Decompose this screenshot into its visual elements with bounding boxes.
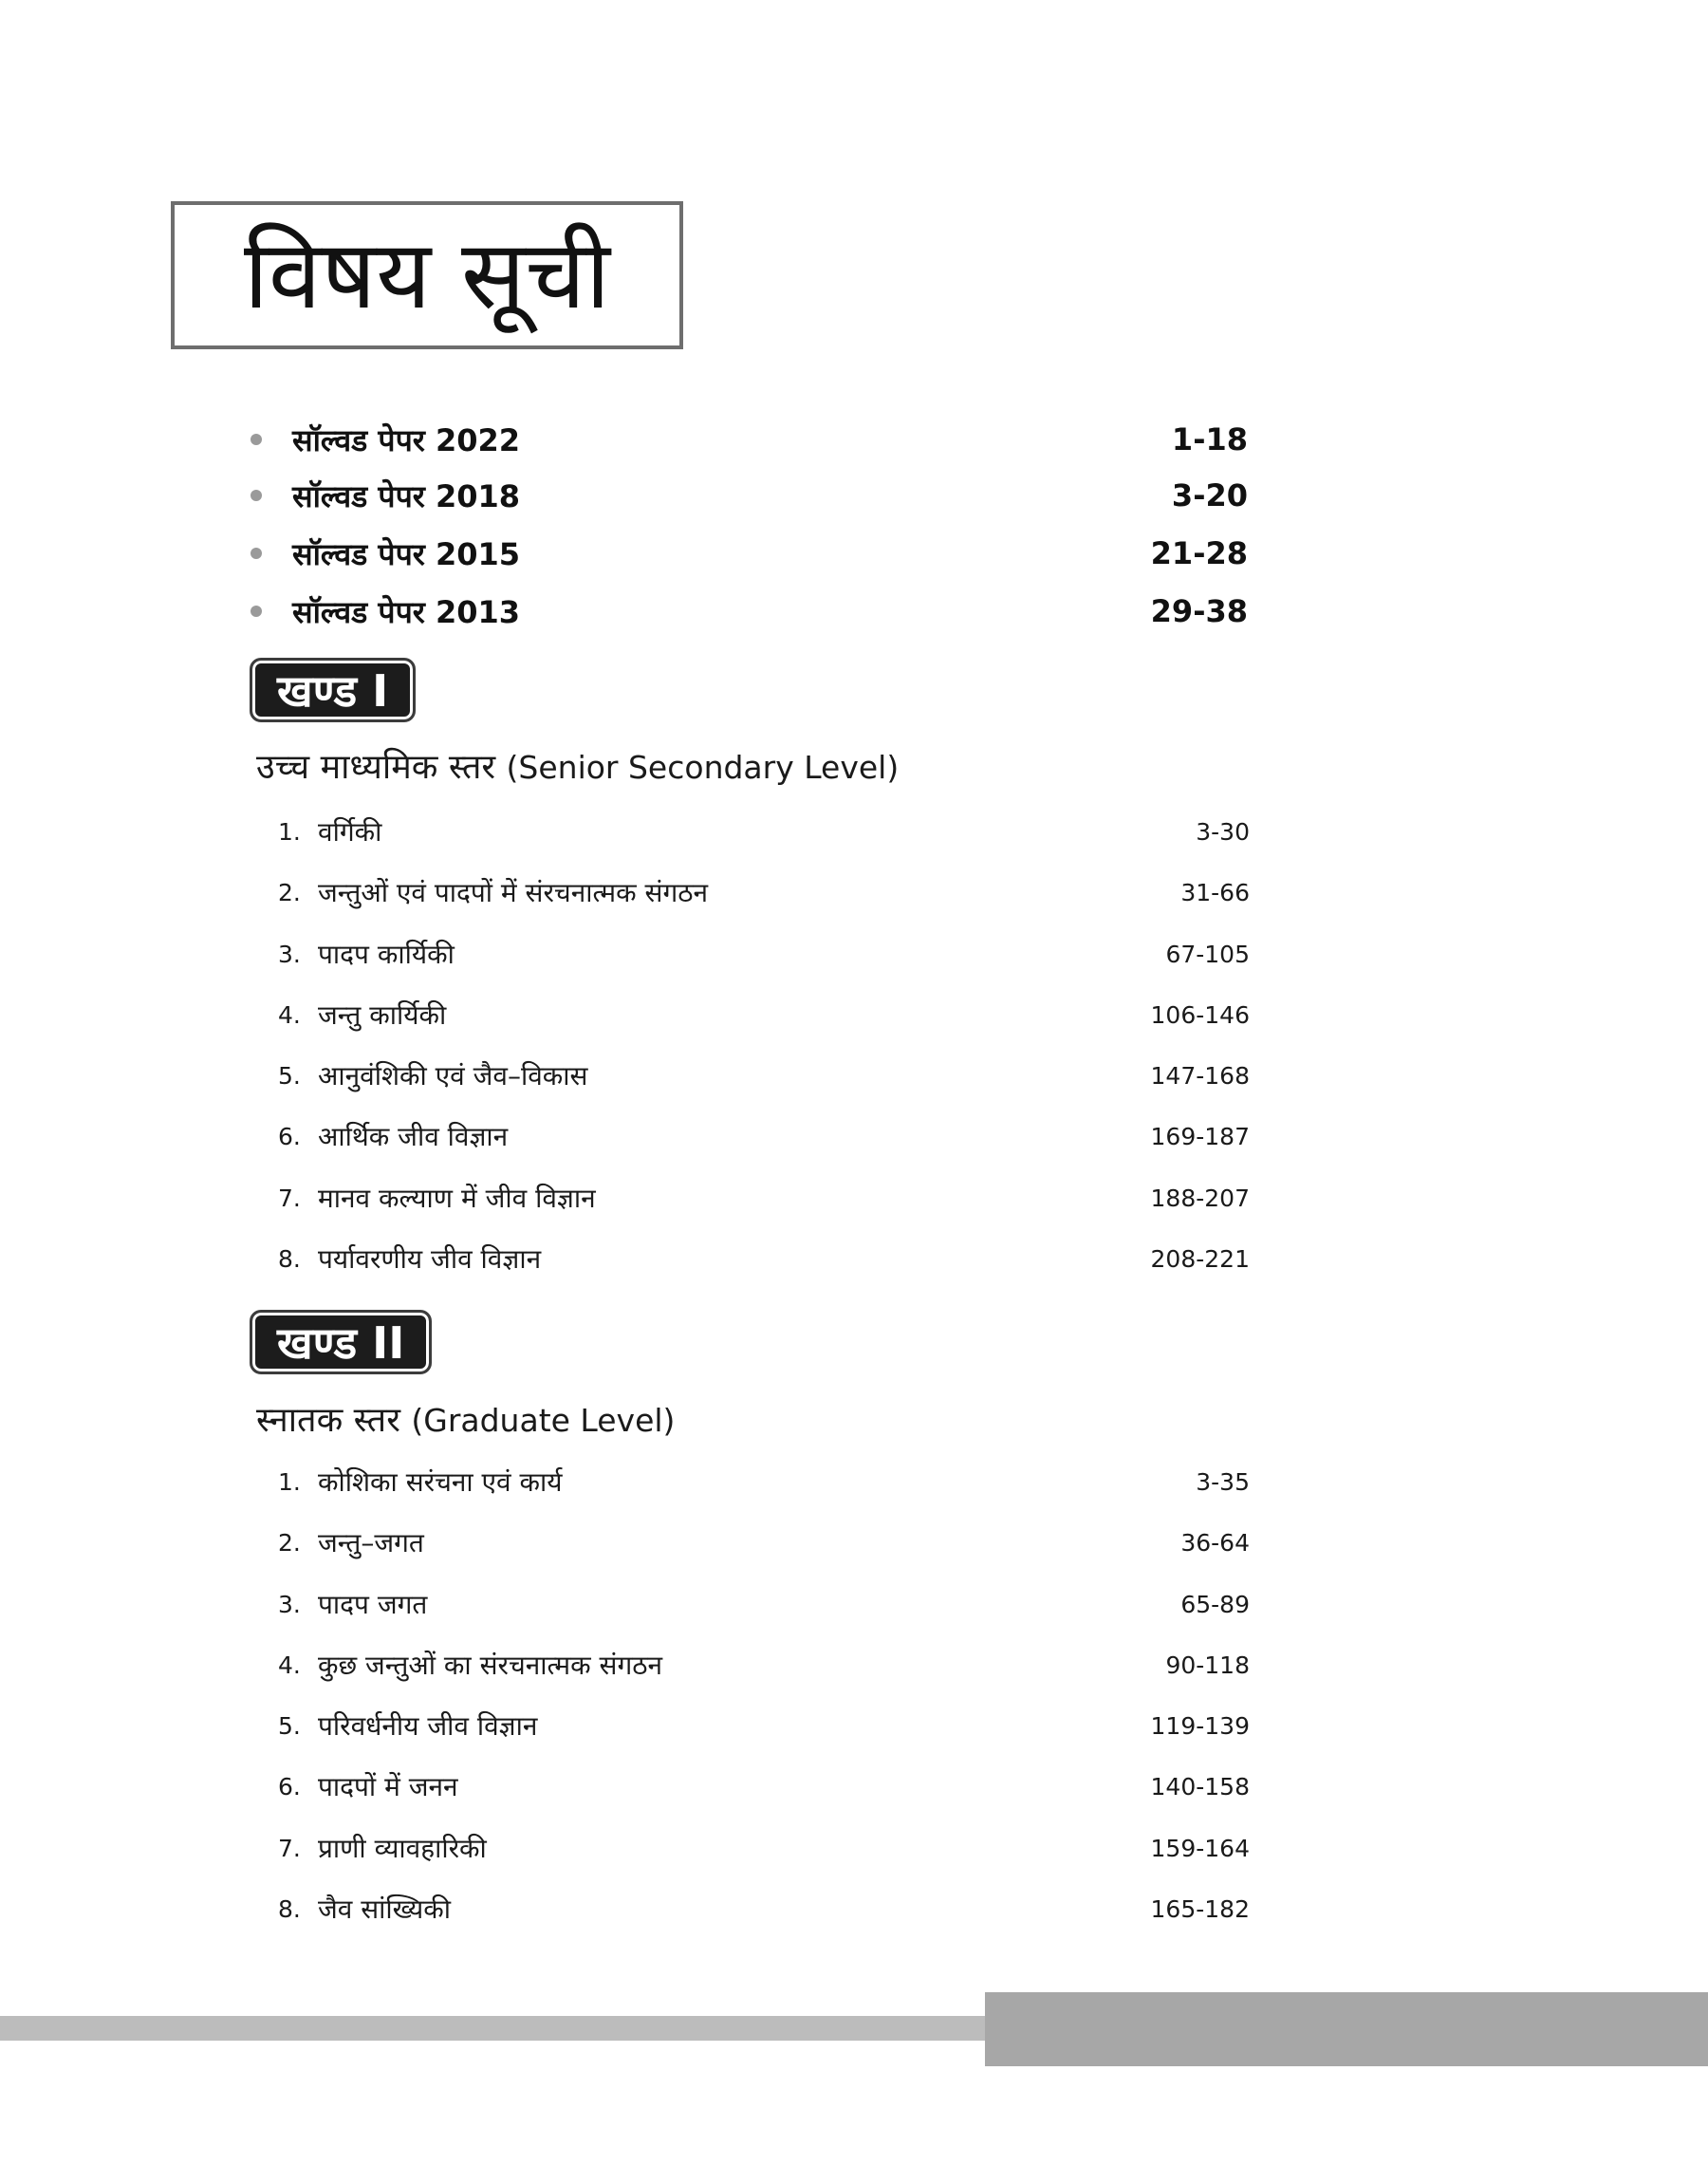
toc-entry-number: 4. [278,1000,301,1029]
toc-entry-pages: 67-105 [1165,940,1250,968]
toc-entry-pages: 3-30 [1196,817,1250,846]
toc-entry[interactable] [278,1458,1250,1505]
solved-paper-row[interactable] [256,472,1248,519]
bullet-icon [251,548,262,559]
toc-entry-title: जैव सांख्यिकी [318,1894,452,1925]
solved-paper-pages: 1-18 [1171,421,1248,457]
toc-entry[interactable] [278,1519,1250,1566]
toc-entry-pages: 165-182 [1150,1894,1250,1923]
toc-entry-number: 5. [278,1711,301,1740]
toc-entry-number: 4. [278,1651,301,1679]
toc-entry-number: 8. [278,1244,301,1273]
toc-entry[interactable] [278,1641,1250,1689]
toc-entry-number: 3. [278,1590,301,1618]
section-badge: खण्ड I [250,658,416,722]
bullet-icon [251,434,262,445]
toc-entry-title: पादपों में जनन [318,1771,458,1802]
solved-paper-pages: 21-28 [1150,535,1248,571]
section-heading-english: (Graduate Level) [411,1402,676,1439]
page-title: विषय सूची [243,219,611,330]
toc-entry-number: 8. [278,1894,301,1923]
section-heading [256,742,899,789]
toc-entry-title: आनुवंशिकी एवं जैव–विकास [318,1060,588,1092]
toc-entry-number: 6. [278,1772,301,1801]
toc-entry-pages: 208-221 [1150,1244,1250,1273]
toc-entry-number: 2. [278,878,301,906]
toc-entry-title: मानव कल्याण में जीव विज्ञान [318,1183,596,1214]
toc-entry-title: पादप जगत [318,1589,428,1620]
toc-entry-title: आर्थिक जीव विज्ञान [318,1121,509,1152]
toc-entry[interactable] [278,1174,1250,1222]
toc-entry-title: प्राणी व्यावहारिकी [318,1833,487,1864]
toc-entry-pages: 106-146 [1150,1000,1250,1029]
toc-entry-pages: 159-164 [1150,1834,1250,1862]
footer-bar-right [985,1992,1708,2066]
toc-entry-pages: 90-118 [1165,1651,1250,1679]
solved-paper-row[interactable] [256,530,1248,577]
bullet-icon [251,606,262,617]
section-heading-hindi: उच्च माध्यमिक स्तर [256,748,496,787]
toc-entry-number: 5. [278,1061,301,1090]
toc-entry[interactable] [278,1112,1250,1160]
toc-entry-number: 7. [278,1834,301,1862]
toc-entry[interactable] [278,868,1250,916]
solved-paper-label: सॉल्वड पेपर 2015 [292,535,521,572]
solved-paper-row[interactable] [256,416,1248,463]
toc-entry-pages: 119-139 [1150,1711,1250,1740]
solved-paper-label: सॉल्वड पेपर 2018 [292,477,521,514]
toc-entry[interactable] [278,1052,1250,1099]
toc-entry[interactable] [278,1580,1250,1628]
toc-entry[interactable] [278,1235,1250,1282]
toc-entry-title: पर्यावरणीय जीव विज्ञान [318,1243,542,1275]
toc-entry-pages: 188-207 [1150,1184,1250,1212]
toc-entry[interactable] [278,1702,1250,1749]
toc-entry[interactable] [278,1824,1250,1872]
solved-paper-pages: 3-20 [1171,477,1248,513]
toc-entry-pages: 31-66 [1180,878,1250,906]
toc-entry-pages: 140-158 [1150,1772,1250,1801]
toc-entry-pages: 169-187 [1150,1122,1250,1150]
solved-paper-row[interactable] [256,588,1248,635]
toc-entry-number: 1. [278,817,301,846]
section-heading [256,1395,675,1442]
solved-paper-label: सॉल्वड पेपर 2013 [292,593,521,630]
toc-entry[interactable] [278,808,1250,855]
bullet-icon [251,490,262,501]
toc-entry-number: 3. [278,940,301,968]
toc-entry-number: 1. [278,1467,301,1496]
toc-entry-number: 7. [278,1184,301,1212]
toc-entry-title: जन्तु कार्यिकी [318,999,447,1031]
section-badge: खण्ड II [250,1310,432,1374]
section-heading-hindi: स्नातक स्तर [256,1401,400,1440]
toc-entry[interactable] [278,1885,1250,1932]
toc-entry[interactable] [278,930,1250,978]
toc-entry-number: 6. [278,1122,301,1150]
toc-entry[interactable] [278,1763,1250,1810]
toc-entry-pages: 3-35 [1196,1467,1250,1496]
toc-entry-pages: 65-89 [1180,1590,1250,1618]
toc-entry-number: 2. [278,1528,301,1557]
toc-entry-pages: 36-64 [1180,1528,1250,1557]
solved-paper-pages: 29-38 [1150,593,1248,629]
toc-entry-title: जन्तुओं एवं पादपों में संरचनात्मक संगठन [318,877,709,908]
footer-bar-left [0,2016,987,2041]
toc-entry-title: कुछ जन्तुओं का संरचनात्मक संगठन [318,1650,663,1681]
toc-entry-title: जन्तु–जगत [318,1527,424,1558]
toc-entry-title: वर्गिकी [318,816,382,848]
toc-entry-pages: 147-168 [1150,1061,1250,1090]
toc-entry[interactable] [278,991,1250,1038]
toc-entry-title: परिवर्धनीय जीव विज्ञान [318,1710,538,1742]
page-title-box [171,201,683,349]
toc-entry-title: पादप कार्यिकी [318,939,455,970]
section-heading-english: (Senior Secondary Level) [506,749,900,786]
toc-entry-title: कोशिका सरंचना एवं कार्य [318,1466,563,1498]
solved-paper-label: सॉल्वड पेपर 2022 [292,421,521,458]
